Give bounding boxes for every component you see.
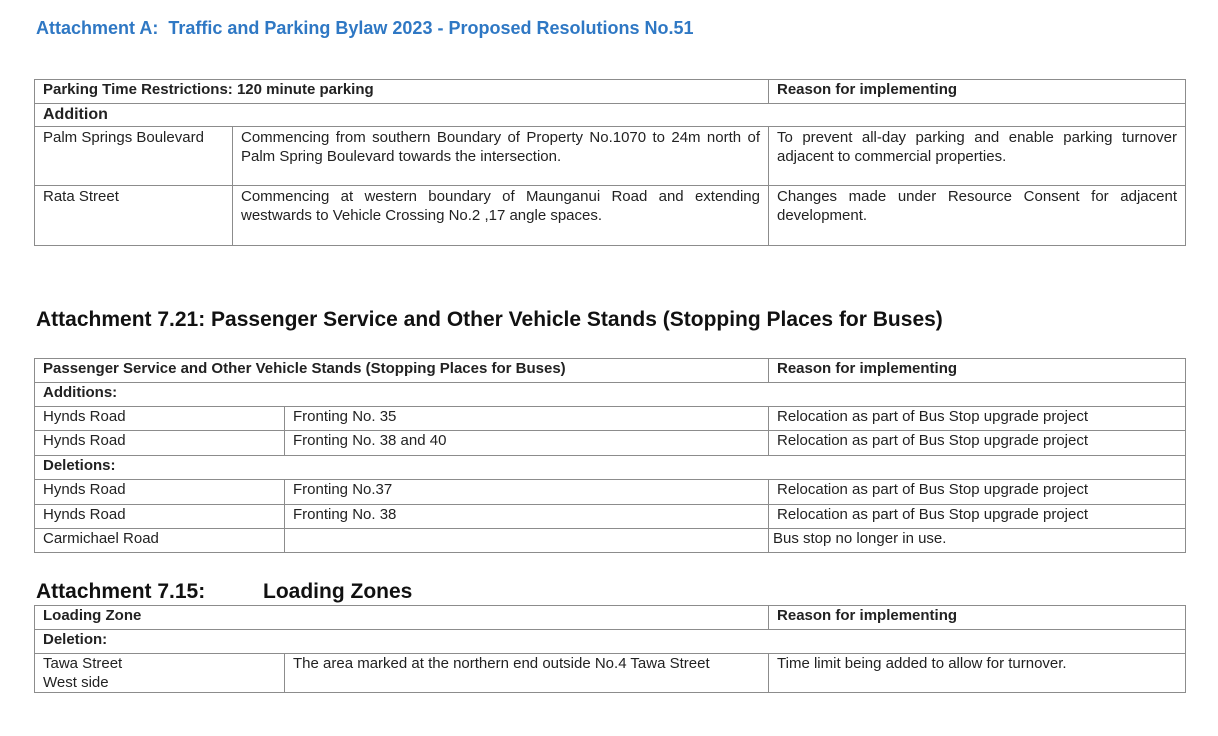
section-heading-bus-stands: Attachment 7.21: Passenger Service and Other Vehicle Stands (Stopping Places for Buses) [36,308,943,331]
reason-column-header: Reason for implementing [769,80,1186,104]
street-cell: Carmichael Road [35,529,285,553]
street-name: Tawa Street [43,655,123,672]
table-row [35,127,1186,186]
bus-stands-table [34,358,1186,553]
table-heading: Passenger Service and Other Vehicle Stands (Stopping Places for Buses) [35,359,769,383]
reason-column-header: Reason for implementing [769,359,1186,383]
loading-zone-table [34,605,1186,693]
table-row [35,480,1186,505]
description-cell: Commencing from southern Boundary of Property No.1070 to 24m north of Palm Spring Boulevard towards the intersection. [233,127,769,186]
section-row [35,383,1186,407]
section-heading-number: Attachment 7.15: [36,580,206,603]
page-title: Attachment A: Traffic and Parking Bylaw 2023 - Proposed Resolutions No.51 [36,18,694,38]
location-cell [285,529,769,553]
street-cell: Palm Springs Boulevard [35,127,233,186]
street-side: West side [43,674,109,691]
table-header-row [35,359,1186,383]
table-row [35,505,1186,529]
section-label: Deletion: [35,630,1186,654]
table-row [35,186,1186,246]
street-cell: Hynds Road [35,505,285,529]
section-row [35,104,1186,127]
parking-restrictions-table [34,79,1186,246]
reason-cell: Time limit being added to allow for turnover. [769,654,1186,693]
reason-cell: To prevent all-day parking and enable parking turnover adjacent to commercial properties. [769,127,1186,186]
street-cell: Hynds Road [35,480,285,505]
location-cell: Fronting No. 35 [285,407,769,431]
table-row [35,431,1186,456]
table-header-row [35,80,1186,104]
reason-cell: Relocation as part of Bus Stop upgrade project [769,431,1186,456]
location-cell: Fronting No. 38 and 40 [285,431,769,456]
table-header-row [35,606,1186,630]
section-heading-loading-zones: Loading Zones [263,580,413,603]
reason-cell: Bus stop no longer in use. [769,529,1186,553]
reason-cell: Relocation as part of Bus Stop upgrade project [769,505,1186,529]
location-cell: Fronting No. 38 [285,505,769,529]
location-cell: Fronting No.37 [285,480,769,505]
street-cell [35,654,285,693]
table-heading: Loading Zone [35,606,769,630]
section-label: Addition [35,104,1186,127]
section-label: Deletions: [35,456,1186,480]
description-cell: The area marked at the northern end outside No.4 Tawa Street [285,654,769,693]
reason-cell: Changes made under Resource Consent for adjacent development. [769,186,1186,246]
section-row [35,456,1186,480]
street-cell: Hynds Road [35,407,285,431]
table-row [35,654,1186,693]
reason-cell: Relocation as part of Bus Stop upgrade project [769,480,1186,505]
description-cell: Commencing at western boundary of Maunganui Road and extending westwards to Vehicle Crossing No.2 ,17 angle spaces. [233,186,769,246]
street-cell: Hynds Road [35,431,285,456]
reason-cell: Relocation as part of Bus Stop upgrade project [769,407,1186,431]
table-heading: Parking Time Restrictions: 120 minute parking [35,80,769,104]
table-row [35,407,1186,431]
reason-column-header: Reason for implementing [769,606,1186,630]
section-row [35,630,1186,654]
table-row [35,529,1186,553]
section-label: Additions: [35,383,1186,407]
street-cell: Rata Street [35,186,233,246]
